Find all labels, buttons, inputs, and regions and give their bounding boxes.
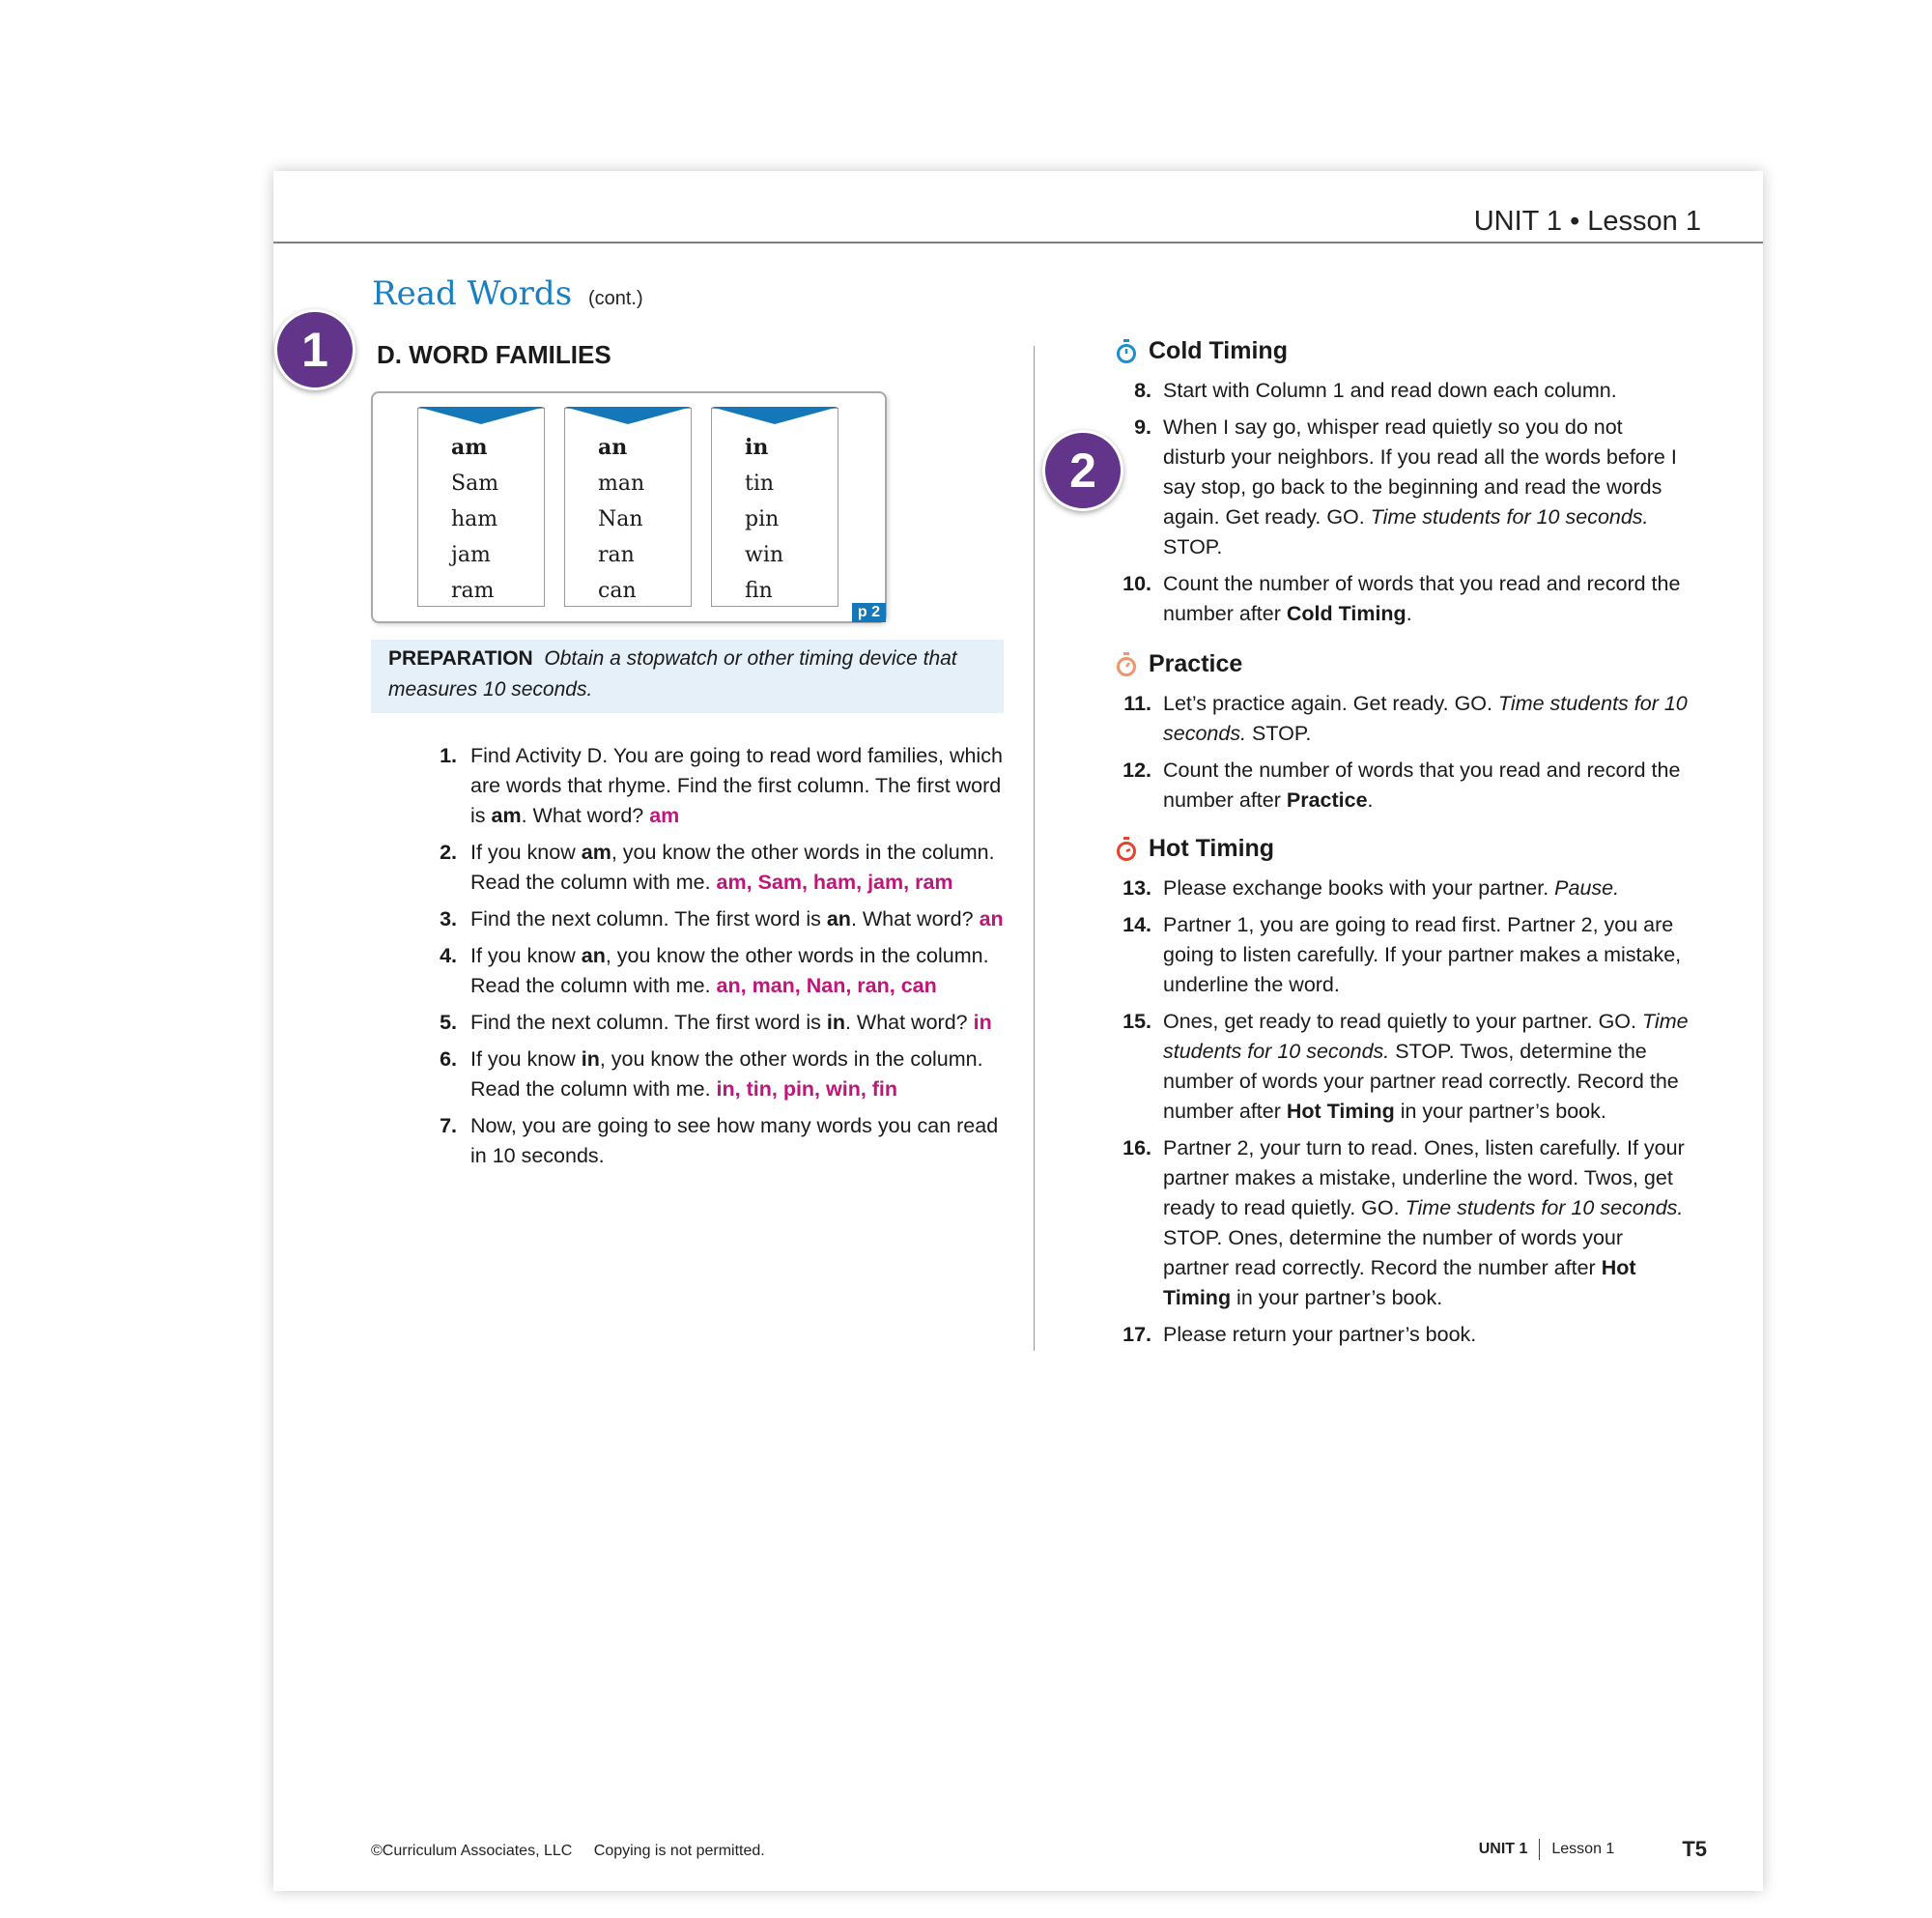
word-item: Sam	[451, 472, 499, 496]
footer-copyright	[371, 1843, 765, 1860]
student-response: am, Sam, ham, jam, ram	[716, 871, 953, 894]
stopwatch-icon	[1116, 339, 1137, 364]
step-number: 2.	[440, 841, 457, 864]
preparation-box	[371, 640, 1004, 713]
step-text: When I say go, whisper read quietly so you do not disturb your neighbors. If you read all the words before I say stop, go back to the beginning and read the words again. Get ready. GO.	[1163, 415, 1677, 529]
steps-list-left	[426, 741, 1006, 1178]
step-number-badge-2: 2	[1042, 430, 1123, 511]
header-rule	[273, 242, 1763, 243]
word-item: fin	[745, 579, 773, 603]
word-item: can	[598, 579, 637, 603]
step-text: in	[826, 1011, 845, 1034]
step-text: . What word?	[521, 804, 650, 827]
step-number: 4.	[440, 944, 457, 967]
step-text: am	[581, 841, 611, 864]
step-item	[426, 1008, 1006, 1038]
step-text: If you know	[470, 944, 582, 967]
section-title-cont: (cont.)	[587, 288, 643, 309]
step-text: . What word?	[844, 1011, 974, 1034]
word-item: ham	[451, 507, 498, 531]
step-text: an	[581, 944, 606, 967]
step-number: 11.	[1123, 692, 1151, 715]
word-item: jam	[451, 543, 491, 567]
step-text: .	[1367, 788, 1374, 812]
step-number: 14.	[1122, 913, 1151, 936]
header-unit: UNIT 1	[1473, 206, 1563, 237]
column-flag	[564, 407, 692, 424]
column-flag	[417, 407, 545, 424]
word-item: ram	[451, 579, 495, 603]
step-text: Pause.	[1554, 876, 1620, 900]
word-list	[745, 430, 783, 609]
step-text: STOP. Ones, determine the number of words your partner read correctly. Record the number after	[1163, 1226, 1624, 1279]
cold-timing-heading	[1116, 337, 1288, 365]
step-text: am	[491, 804, 522, 827]
step-text: . What word?	[850, 907, 980, 930]
preparation-label: PREPARATION	[388, 647, 533, 670]
step-item	[1119, 689, 1689, 749]
word-item: man	[598, 472, 645, 496]
word-item: pin	[745, 507, 780, 531]
footer-pagination	[1479, 1837, 1707, 1862]
step-text: If you know	[470, 1047, 582, 1071]
student-response: an	[979, 907, 1004, 930]
step-number: 17.	[1122, 1323, 1151, 1346]
activity-heading: D. WORD FAMILIES	[377, 340, 611, 369]
page-header	[1474, 206, 1701, 238]
word-column-am	[417, 408, 545, 607]
step-number: 1.	[440, 744, 457, 767]
word-item: am	[451, 435, 488, 460]
step-text: .	[1406, 602, 1412, 625]
step-text: , you know the other words in the column. Read the column with me.	[470, 944, 989, 997]
practice-steps	[1119, 689, 1689, 822]
step-text: If you know	[470, 841, 582, 864]
word-item: Nan	[598, 507, 643, 531]
column-flag	[711, 407, 838, 424]
step-text: in	[581, 1047, 600, 1071]
step-text: Count the number of words that you read and record the number after	[1163, 572, 1681, 625]
copy-notice: Copying is not permitted.	[593, 1843, 765, 1859]
step-number: 12.	[1122, 759, 1151, 782]
word-column-an	[564, 408, 692, 607]
step-text: Count the number of words that you read and record the number after	[1163, 759, 1681, 812]
step-text: Time students for 10 seconds.	[1163, 692, 1688, 745]
step-item	[426, 1045, 1006, 1104]
step-item	[426, 741, 1006, 831]
copyright-text: ©Curriculum Associates, LLC	[371, 1843, 573, 1859]
step-item	[1119, 910, 1689, 1000]
step-item	[1119, 1133, 1689, 1313]
step-text: STOP.	[1246, 722, 1312, 745]
cold-timing-steps	[1119, 376, 1689, 636]
step-text: Now, you are going to see how many words you can read in 10 seconds.	[470, 1114, 999, 1167]
step-number: 9.	[1134, 415, 1151, 439]
step-number: 10.	[1122, 572, 1151, 595]
cold-timing-title: Cold Timing	[1149, 337, 1288, 364]
step-text: Ones, get ready to read quietly to your partner. GO.	[1163, 1010, 1642, 1033]
step-text: an	[826, 907, 851, 930]
step-text: STOP.	[1163, 535, 1223, 558]
step-text: Practice	[1286, 788, 1368, 812]
section-title	[372, 274, 643, 313]
teacher-guide-page	[273, 171, 1763, 1891]
step-number: 5.	[440, 1011, 457, 1034]
step-text: in your partner’s book.	[1394, 1100, 1606, 1123]
step-text: Partner 2, your turn to read. Ones, listen carefully. If your partner makes a mistake, underline the word. Twos, get ready to read quietly. GO.	[1163, 1136, 1685, 1219]
step-number: 8.	[1134, 379, 1151, 402]
footer-unit: UNIT 1	[1478, 1841, 1528, 1857]
step-text: in your partner’s book.	[1231, 1286, 1443, 1309]
step-text: Partner 1, you are going to read first. Partner 2, you are going to listen carefully. If your partner makes a mistake, underline the word.	[1163, 913, 1682, 996]
step-text: Please exchange books with your partner.	[1163, 876, 1555, 900]
word-item: an	[598, 435, 628, 460]
step-text: Time students for 10 seconds.	[1405, 1196, 1684, 1219]
student-response: an, man, Nan, ran, can	[716, 974, 937, 997]
hot-timing-steps	[1119, 873, 1689, 1357]
student-book-page-ref: p 2	[852, 603, 886, 622]
header-lesson: Lesson 1	[1587, 206, 1701, 237]
step-number: 13.	[1122, 876, 1151, 900]
step-text: Let’s practice again. Get ready. GO.	[1163, 692, 1498, 715]
step-number: 15.	[1122, 1010, 1151, 1033]
step-item	[426, 904, 1006, 934]
step-text: Start with Column 1 and read down each column.	[1163, 379, 1617, 402]
stopwatch-icon	[1116, 837, 1137, 862]
step-text: Find Activity D. You are going to read word families, which are words that rhyme. Find the first column. The first word is	[470, 744, 1003, 827]
step-text: Hot Timing	[1163, 1256, 1636, 1309]
hot-timing-heading	[1116, 835, 1274, 863]
step-item	[426, 941, 1006, 1001]
column-divider	[1034, 346, 1035, 1351]
step-number: 6.	[440, 1047, 457, 1071]
step-text: Time students for 10 seconds.	[1370, 505, 1649, 529]
preparation-text: Obtain a stopwatch or other timing device that measures 10 seconds.	[388, 647, 957, 701]
word-item: win	[745, 543, 784, 567]
step-text: , you know the other words in the column. Read the column with me.	[470, 1047, 983, 1101]
step-item	[1119, 376, 1689, 406]
step-item	[426, 1111, 1006, 1171]
student-response: in	[973, 1011, 992, 1034]
step-text: Time students for 10 seconds.	[1163, 1010, 1689, 1063]
step-item	[1119, 413, 1689, 562]
step-text: STOP. Twos, determine the number of words your partner read correctly. Record the number after	[1163, 1040, 1679, 1123]
stopwatch-icon	[1116, 652, 1137, 677]
word-item: ran	[598, 543, 635, 567]
step-text: , you know the other words in the column. Read the column with me.	[470, 841, 995, 894]
step-item	[426, 838, 1006, 898]
student-response: am	[649, 804, 680, 827]
student-response: in, tin, pin, win, fin	[716, 1077, 898, 1101]
word-column-in	[711, 408, 838, 607]
page-number: T5	[1682, 1837, 1707, 1861]
step-number: 7.	[440, 1114, 457, 1137]
step-item	[1119, 1320, 1689, 1350]
step-text: Cold Timing	[1286, 602, 1406, 625]
step-item	[1119, 873, 1689, 903]
word-list	[598, 430, 644, 609]
step-text: Please return your partner’s book.	[1163, 1323, 1477, 1346]
footer-lesson: Lesson 1	[1551, 1841, 1615, 1857]
section-title-text: Read Words	[372, 274, 573, 313]
step-number: 16.	[1122, 1136, 1151, 1159]
practice-title: Practice	[1149, 650, 1243, 677]
header-bullet: •	[1570, 206, 1580, 237]
hot-timing-title: Hot Timing	[1149, 835, 1275, 862]
word-item: in	[745, 435, 769, 460]
step-text: Find the next column. The first word is	[470, 1011, 827, 1034]
step-item	[1119, 569, 1689, 629]
footer-separator	[1539, 1839, 1540, 1860]
practice-heading	[1116, 650, 1242, 678]
word-item: tin	[745, 472, 775, 496]
step-text: Hot Timing	[1286, 1100, 1395, 1123]
step-text: Find the next column. The first word is	[470, 907, 827, 930]
step-item	[1119, 1007, 1689, 1127]
word-families-box	[371, 391, 887, 623]
step-number-badge-1: 1	[274, 309, 355, 390]
step-number: 3.	[440, 907, 457, 930]
step-item	[1119, 756, 1689, 816]
word-list	[451, 430, 498, 609]
